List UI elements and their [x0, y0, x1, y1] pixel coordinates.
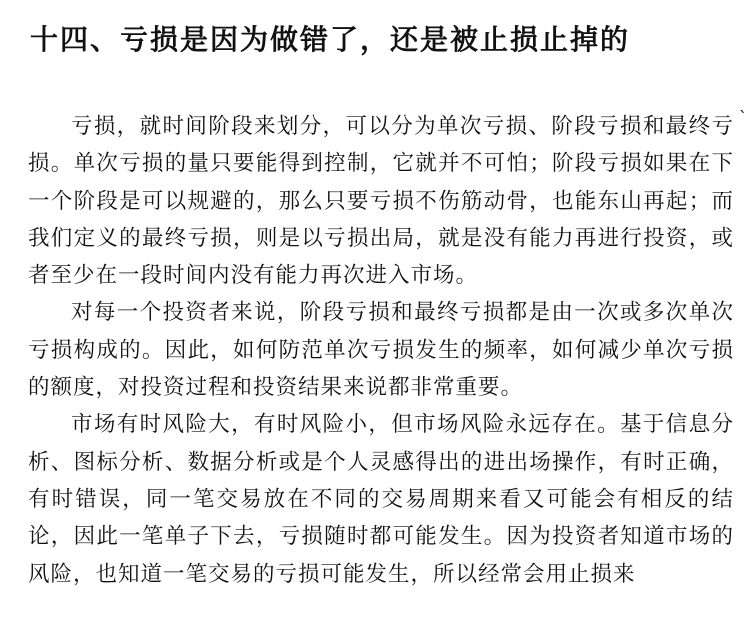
section-heading: 十四、亏损是因为做错了，还是被止损止掉的	[30, 23, 631, 56]
paragraph-1: 亏损，就时间阶段来划分，可以分为单次亏损、阶段亏损和最终亏损。单次亏损的量只要能得到控制，它就并不可怕；阶段亏损如果在下一个阶段是可以规避的，那么只要亏损不伤筋动骨，也能东山再起；而我们定义的最终亏损，则是以亏损出局，就是没有能力再进行投资，或者至少在一段时间内没有能力再次进入市场。	[28, 114, 734, 289]
body-text	[28, 108, 734, 593]
paragraph-2: 对每一个投资者来说，阶段亏损和最终亏损都是由一次或多次单次亏损构成的。因此，如何防范单次亏损发生的频率，如何减少单次亏损的额度，对投资过程和投资结果来说都非常重要。	[28, 300, 734, 401]
margin-mark: `	[739, 108, 747, 127]
paragraph-3: 市场有时风险大，有时风险小，但市场风险永远存在。基于信息分析、图标分析、数据分析或是个人灵感得出的进出场操作，有时正确，有时错误，同一笔交易放在不同的交易周期来看又可能会有相反的结论，因此一笔单子下去，亏损随时都可能发生。因为投资者知道市场的风险，也知道一笔交易的亏损可能发生，所以经常会用止损来	[28, 412, 734, 587]
